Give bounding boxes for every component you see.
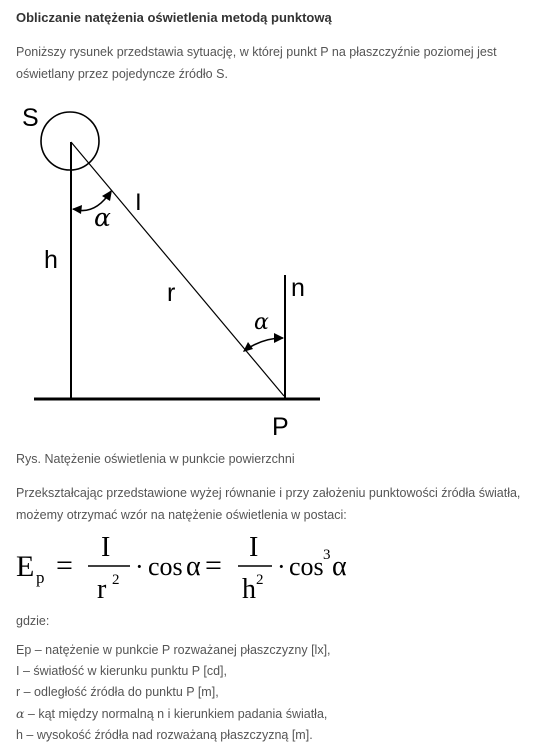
definition-text: r – odległość źródła do punktu P [m], (16, 685, 219, 699)
definition-item (16, 682, 546, 703)
label-P: P (272, 413, 289, 441)
definitions-list (16, 640, 546, 746)
definition-text: Ep – natężenie w punkcie P rozważanej płaszczyzny [lx], (16, 643, 331, 657)
definition-item (16, 703, 546, 725)
figure-caption: Rys. Natężenie oświetlenia w punkcie powierzchni (16, 452, 295, 466)
formula-alpha2: α (332, 551, 347, 582)
label-alpha-top: α (94, 203, 111, 232)
formula-alpha1: α (186, 551, 201, 582)
label-S: S (22, 104, 39, 132)
intro-paragraph: Poniższy rysunek przedstawia sytuację, w której punkt P na płaszczyźnie poziomej jest oświetlany przez pojedyncze źródło S. (16, 45, 497, 81)
label-r: r (167, 279, 176, 307)
illuminance-formula (0, 528, 400, 608)
formula-num2: I (249, 532, 259, 563)
ray-line (71, 142, 284, 396)
angle-arc-bottom-arrow-right (274, 333, 284, 343)
formula-lhs-sub: p (36, 568, 45, 587)
angle-arc-top-arrow-left (72, 205, 82, 214)
definition-text: I – światłość w kierunku punktu P [cd], (16, 664, 227, 678)
definition-item (16, 725, 546, 746)
angle-arc-top-arrow-right (102, 190, 112, 201)
definition-text: h – wysokość źródła nad rozważaną płaszczyzną [m]. (16, 728, 313, 742)
label-h: h (44, 246, 58, 274)
formula-dot2: · (277, 552, 286, 581)
label-I: I (135, 189, 142, 216)
page-heading: Obliczanie natężenia oświetlenia metodą punktową (16, 10, 332, 25)
definition-symbol-alpha: α (16, 706, 25, 721)
formula-den1: r (97, 574, 107, 605)
formula-eq2: = (205, 549, 222, 582)
label-alpha-bottom: α (254, 310, 269, 335)
formula-den1-exp: 2 (112, 572, 120, 588)
formula-den2-exp: 2 (256, 572, 264, 588)
transformation-paragraph: Przekształcając przedstawione wyżej równanie i przy założeniu punktowości źródła światła, możemy otrzymać wzór na natężenie oświetlenia w postaci: (16, 486, 521, 522)
angle-arc-bottom-arrow-left (243, 342, 253, 352)
formula-cos1: cos (148, 552, 183, 581)
definition-item (16, 640, 546, 661)
formula-num1: I (101, 532, 111, 563)
point-method-diagram (0, 98, 551, 443)
where-label: gdzie: (16, 614, 50, 628)
formula-lhs: E (16, 550, 35, 583)
definition-text: – kąt między normalną n i kierunkiem padania światła, (24, 707, 328, 721)
formula-dot1: · (135, 552, 144, 581)
formula-cos2: cos (289, 552, 324, 581)
formula-cos2-exp: 3 (323, 547, 331, 563)
formula-eq1: = (56, 549, 73, 582)
formula-den2: h (242, 574, 256, 605)
definition-item (16, 661, 546, 682)
label-n: n (291, 274, 305, 302)
